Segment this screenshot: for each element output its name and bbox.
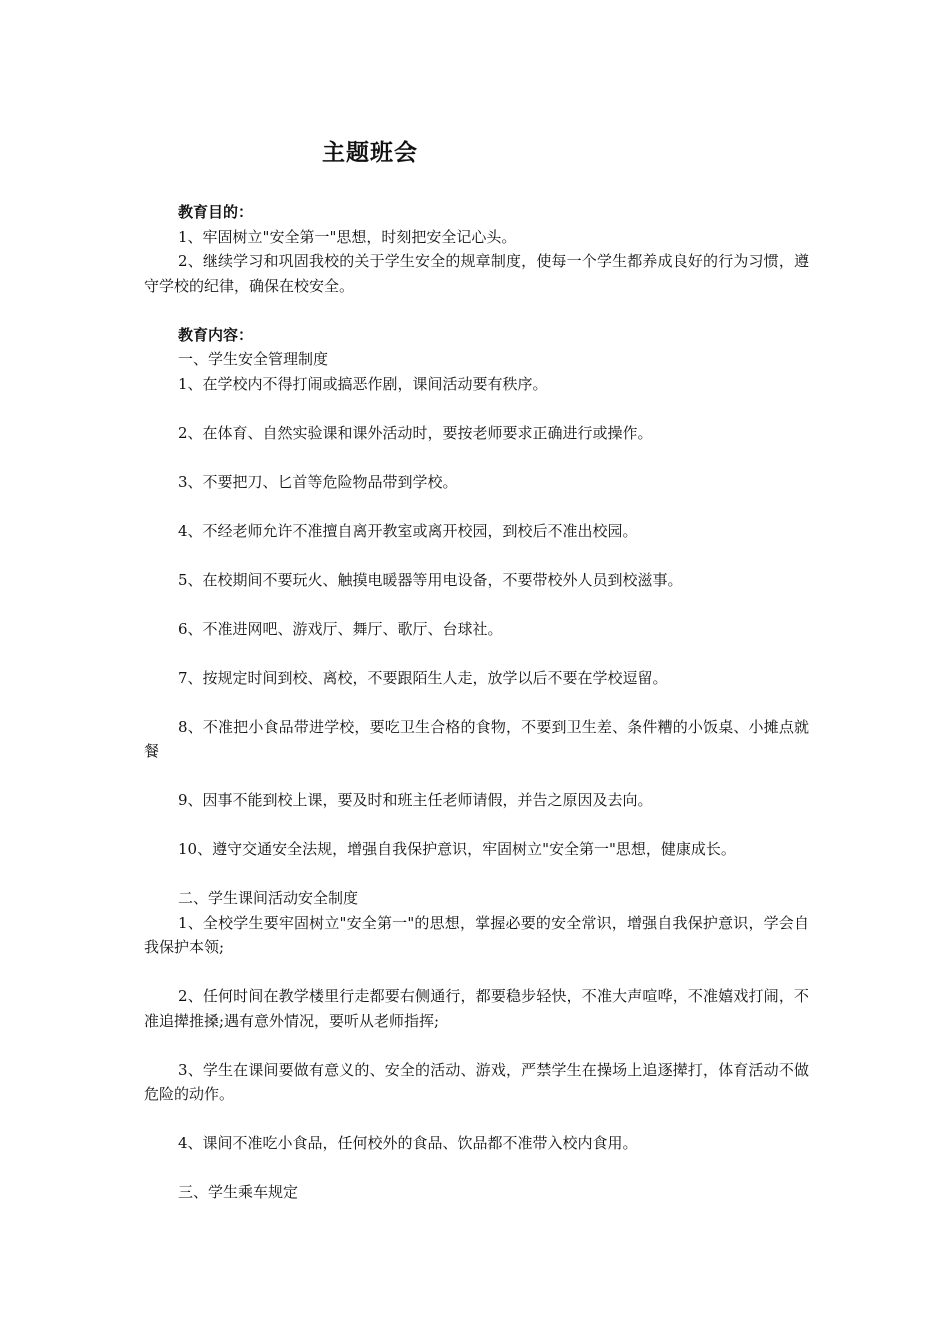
spacer [144, 1033, 809, 1058]
section-2-item-1: 1、全校学生要牢固树立"安全第一"的思想，掌握必要的安全常识，增强自我保护意识，学会自我保护本领; [144, 913, 809, 956]
spacer [144, 813, 809, 838]
spacer [144, 445, 809, 470]
spacer [144, 592, 809, 617]
spacer [144, 298, 809, 323]
spacer [144, 1107, 809, 1132]
section-2-item-3: 3、学生在课间要做有意义的、安全的活动、游戏，严禁学生在操场上追逐撵打，体育活动不做危险的动作。 [144, 1060, 809, 1103]
spacer [144, 396, 809, 421]
section-1-item-10: 10、遵守交通安全法规，增强自我保护意识，牢固树立"安全第一"思想，健康成长。 [178, 840, 736, 858]
section-1-item-1: 1、在学校内不得打闹或搞恶作剧，课间活动要有秩序。 [178, 374, 548, 393]
spacer [144, 641, 809, 666]
section-1-item-3: 3、不要把刀、匕首等危险物品带到学校。 [178, 472, 458, 491]
content-heading: 教育内容： [178, 325, 254, 344]
spacer [144, 1156, 809, 1181]
section-3-title: 三、学生乘车规定 [178, 1183, 299, 1201]
section-1-item-6: 6、不准进网吧、游戏厅、舞厅、歌厅、台球社。 [178, 619, 503, 638]
section-1-item-9: 9、因事不能到校上课，要及时和班主任老师请假，并告之原因及去向。 [178, 791, 653, 809]
section-1-item-8: 8、不准把小食品带进学校，要吃卫生合格的食物，不要到卫生差、条件糟的小饭桌、小摊点就餐 [144, 717, 809, 760]
section-1-item-5: 5、在校期间不要玩火、触摸电暖器等用电设备，不要带校外人员到校滋事。 [178, 570, 683, 589]
spacer [144, 764, 809, 789]
section-2-item-4: 4、课间不准吃小食品，任何校外的食品、饮品都不准带入校内食用。 [178, 1134, 638, 1152]
section-2-item-2: 2、任何时间在教学楼里行走都要右侧通行，都要稳步轻快，不准大声喧哗，不准嬉戏打闹，不准追撵推搡;遇有意外情况，要听从老师指挥; [144, 987, 809, 1030]
section-2-title: 二、学生课间活动安全制度 [178, 889, 359, 907]
section-1-item-2: 2、在体育、自然实验课和课外活动时，要按老师要求正确进行或操作。 [178, 423, 653, 442]
purpose-item-1: 1、牢固树立"安全第一"思想，时刻把安全记心头。 [178, 227, 517, 246]
document-body [144, 200, 809, 1205]
document-title: 主题班会 [322, 140, 418, 166]
purpose-item-2: 2、继续学习和巩固我校的关于学生安全的规章制度，使每一个学生都养成良好的行为习惯，遵守学校的纪律，确保在校安全。 [144, 252, 809, 295]
spacer [144, 690, 809, 715]
spacer [144, 543, 809, 568]
section-1-item-7: 7、按规定时间到校、离校，不要跟陌生人走，放学以后不要在学校逗留。 [178, 668, 668, 687]
spacer [144, 960, 809, 985]
purpose-heading: 教育目的： [178, 203, 254, 221]
spacer [144, 862, 809, 887]
spacer [144, 494, 809, 519]
section-1-title: 一、学生安全管理制度 [178, 350, 329, 368]
section-1-item-4: 4、不经老师允许不准擅自离开教室或离开校园，到校后不准出校园。 [178, 521, 638, 540]
